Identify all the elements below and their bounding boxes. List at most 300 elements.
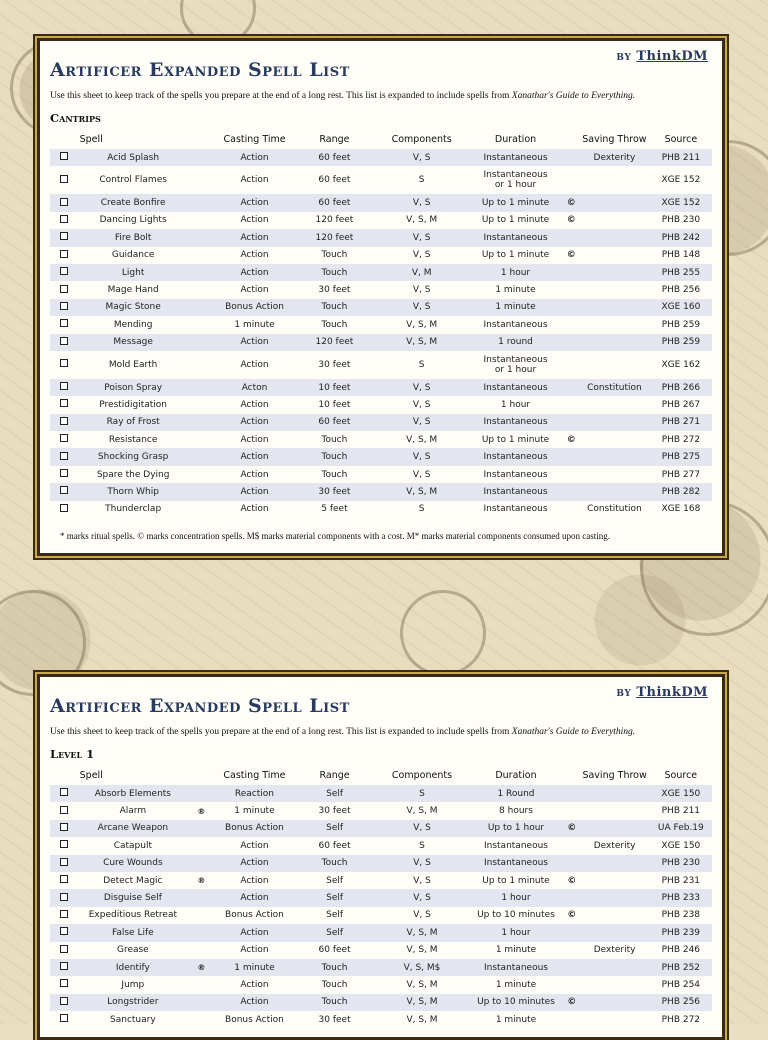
ritual-mark	[187, 924, 216, 941]
header-ritual	[188, 130, 216, 149]
range: Touch	[293, 994, 376, 1011]
concentration-icon	[563, 166, 579, 194]
components: V, S	[376, 299, 468, 316]
prepared-checkbox[interactable]	[60, 417, 68, 425]
components: V, S	[376, 194, 468, 211]
table-row	[50, 820, 712, 837]
ritual-mark	[187, 889, 216, 906]
saving-throw	[580, 872, 650, 889]
casting-time: 1 minute	[234, 806, 275, 817]
concentration-icon: ©	[567, 910, 577, 921]
duration: Up to 10 minutes	[468, 994, 564, 1011]
components: V, S	[376, 149, 468, 166]
page-title: Artificer Expanded Spell List	[50, 695, 350, 717]
spell-table	[50, 130, 712, 518]
checkbox[interactable]	[50, 149, 79, 166]
prepared-checkbox[interactable]	[60, 486, 68, 494]
section-heading: Cantrips	[50, 111, 101, 125]
duration-alt-line: or 1 hour	[494, 364, 537, 375]
prepared-checkbox[interactable]	[60, 198, 68, 206]
ritual-mark	[188, 379, 216, 396]
source: XGE 150	[661, 840, 701, 851]
page-description	[50, 91, 635, 101]
checkbox[interactable]	[50, 872, 79, 889]
spell-name: Magic Stone	[79, 299, 188, 316]
checkbox[interactable]	[50, 281, 79, 298]
saving-throw	[580, 924, 650, 941]
saving-throw	[579, 448, 650, 465]
prepared-checkbox[interactable]	[60, 359, 68, 367]
table-row	[50, 1011, 712, 1028]
duration: 1 hour	[468, 264, 564, 281]
column-header: Casting Time	[223, 134, 286, 145]
table-row	[50, 959, 712, 976]
author-link[interactable]: ThinkDM	[636, 685, 708, 700]
source: PHB 267	[661, 399, 701, 410]
table-row	[50, 166, 712, 194]
ritual-mark	[188, 316, 216, 333]
spell-name: Grease	[116, 945, 149, 956]
range: Touch	[321, 319, 348, 330]
ritual-mark	[188, 264, 216, 281]
checkbox[interactable]	[50, 466, 79, 483]
byline	[616, 685, 708, 700]
source: XGE 152	[661, 175, 701, 186]
prepared-checkbox[interactable]	[60, 910, 68, 918]
prepared-checkbox[interactable]	[60, 997, 68, 1005]
saving-throw	[579, 334, 650, 351]
prepared-checkbox[interactable]	[60, 806, 68, 814]
casting-time: Action	[216, 889, 294, 906]
ritual-mark	[187, 1011, 216, 1028]
saving-throw	[579, 229, 650, 246]
page-description	[50, 727, 635, 737]
components: S	[419, 840, 425, 851]
table-row	[50, 281, 712, 298]
ritual-mark	[188, 351, 216, 379]
source: XGE 162	[661, 359, 701, 370]
ritual-mark	[188, 501, 216, 518]
components: V, S	[376, 820, 468, 837]
saving-throw	[579, 247, 650, 264]
duration: Instantaneous	[468, 379, 564, 396]
prepared-checkbox[interactable]	[60, 840, 68, 848]
range: Touch	[293, 264, 376, 281]
range: 120 feet	[315, 215, 354, 226]
source: PHB 275	[650, 448, 712, 465]
source: XGE 150	[650, 785, 712, 802]
checkbox[interactable]	[50, 501, 79, 518]
components: V, S, M	[376, 924, 468, 941]
prepared-checkbox[interactable]	[60, 399, 68, 407]
spell-name: Detect Magic	[103, 875, 163, 886]
source: PHB 277	[661, 469, 701, 480]
table-row	[50, 149, 712, 166]
prepared-checkbox[interactable]	[60, 285, 68, 293]
prepared-checkbox[interactable]	[60, 452, 68, 460]
checkbox[interactable]	[50, 351, 79, 379]
casting-time: Action	[216, 994, 294, 1011]
concentration-icon	[563, 501, 579, 518]
concentration-icon	[563, 379, 579, 396]
range: Self	[326, 910, 344, 921]
column-header: Components	[391, 134, 452, 145]
components: V, S	[376, 448, 468, 465]
header-checkbox	[50, 766, 79, 785]
spell-name: Thorn Whip	[79, 483, 188, 500]
spell-name: Catapult	[113, 840, 152, 851]
spell-name: Mage Hand	[107, 285, 159, 296]
checkbox[interactable]	[50, 264, 79, 281]
saving-throw	[580, 802, 650, 819]
duration: 1 hour	[500, 399, 531, 410]
saving-throw	[580, 889, 650, 906]
components: V, S, M	[406, 945, 438, 956]
casting-time: Action	[240, 215, 269, 226]
spell-name: Cure Wounds	[79, 855, 187, 872]
concentration-icon	[563, 229, 579, 246]
source: PHB 230	[650, 855, 712, 872]
saving-throw	[580, 907, 650, 924]
duration-alt-line: or 1 hour	[494, 180, 537, 191]
casting-time: Action	[216, 229, 293, 246]
components: V, S	[376, 889, 468, 906]
spell-name: Create Bonfire	[79, 194, 188, 211]
saving-throw	[579, 431, 650, 448]
checkbox[interactable]	[50, 802, 79, 819]
prepared-checkbox[interactable]	[60, 215, 68, 223]
spell-name: Spare the Dying	[96, 469, 170, 480]
column-header: Components	[391, 770, 453, 781]
checkbox[interactable]	[50, 247, 79, 264]
column-header: Spell	[79, 134, 103, 145]
casting-time: Action	[240, 285, 269, 296]
range: Self	[293, 889, 376, 906]
duration: 8 hours	[499, 806, 533, 817]
checkbox[interactable]	[50, 889, 79, 906]
prepared-checkbox[interactable]	[60, 250, 68, 258]
ritual-mark	[188, 431, 216, 448]
checkbox[interactable]	[50, 942, 79, 959]
prepared-checkbox[interactable]	[60, 302, 68, 310]
duration: 1 round	[468, 334, 564, 351]
checkbox[interactable]	[50, 837, 79, 854]
components: V, S, M	[406, 319, 438, 330]
saving-throw	[579, 351, 650, 379]
ritual-mark	[187, 994, 216, 1011]
range: Touch	[321, 469, 348, 480]
components: V, S	[412, 250, 431, 261]
concentration-icon: ©	[567, 875, 577, 886]
source: PHB 230	[661, 215, 701, 226]
duration: Instantaneous	[468, 414, 564, 431]
prepared-checkbox[interactable]	[60, 337, 68, 345]
casting-time: Action	[240, 469, 269, 480]
casting-time: Action	[240, 434, 269, 445]
checkbox[interactable]	[50, 1011, 79, 1028]
casting-time: Bonus Action	[216, 299, 293, 316]
checkbox[interactable]	[50, 431, 79, 448]
table-row	[50, 802, 712, 819]
spell-name: Fire Bolt	[79, 229, 188, 246]
table-row	[50, 379, 712, 396]
components: V, S, M	[376, 994, 468, 1011]
prepared-checkbox[interactable]	[60, 927, 68, 935]
source: UA Feb.19	[650, 820, 712, 837]
range: 60 feet	[318, 175, 351, 186]
spell-sheet-cantrips	[37, 38, 725, 556]
ritual-mark	[188, 212, 216, 229]
prepared-checkbox[interactable]	[60, 979, 68, 987]
spell-name: Message	[79, 334, 188, 351]
description-text: Use this sheet to keep track of the spells you prepare at the end of a long rest. This list is expanded to include spells from	[50, 91, 512, 101]
ritual-mark	[187, 855, 216, 872]
table-row	[50, 194, 712, 211]
checkbox[interactable]	[50, 166, 79, 194]
source: PHB 246	[661, 945, 701, 956]
concentration-icon: ©	[566, 250, 576, 261]
footnote: * marks ritual spells. © marks concentration spells. M$ marks material components with a cost. M* marks material components consumed upon casting.	[60, 531, 610, 541]
range: 30 feet	[318, 285, 351, 296]
casting-time: Acton	[216, 379, 293, 396]
checkbox[interactable]	[50, 316, 79, 333]
casting-time: Action	[240, 504, 269, 515]
concentration-icon	[564, 889, 580, 906]
table-row	[50, 837, 712, 854]
ritual-mark	[187, 907, 216, 924]
header-concentration	[563, 130, 579, 149]
duration: Instantaneous	[468, 959, 564, 976]
duration: 1 minute	[495, 979, 537, 990]
range: 60 feet	[293, 194, 376, 211]
checkbox[interactable]	[50, 194, 79, 211]
source: PHB 238	[661, 910, 701, 921]
range: 60 feet	[293, 414, 376, 431]
components: V, S, M$	[376, 959, 468, 976]
checkbox[interactable]	[50, 379, 79, 396]
prepared-checkbox[interactable]	[60, 319, 68, 327]
range: 30 feet	[318, 1014, 351, 1025]
source: PHB 259	[650, 334, 712, 351]
range: 60 feet	[293, 149, 376, 166]
ritual-mark	[188, 299, 216, 316]
checkbox[interactable]	[50, 448, 79, 465]
duration: 1 hour	[468, 889, 564, 906]
table-row	[50, 976, 712, 993]
table-row	[50, 316, 712, 333]
prepared-checkbox[interactable]	[60, 962, 68, 970]
source: PHB 148	[661, 250, 701, 261]
duration: Up to 10 minutes	[477, 910, 555, 921]
source: PHB 256	[650, 994, 712, 1011]
source: PHB 266	[650, 379, 712, 396]
ritual-mark: ®	[197, 876, 206, 886]
ritual-mark	[188, 281, 216, 298]
saving-throw	[579, 281, 650, 298]
table-row	[50, 501, 712, 518]
table-row	[50, 483, 712, 500]
checkbox[interactable]	[50, 334, 79, 351]
duration: Instantaneous	[483, 840, 548, 851]
table-row	[50, 396, 712, 413]
spell-name: Absorb Elements	[79, 785, 187, 802]
ritual-mark	[188, 194, 216, 211]
ritual-mark	[188, 166, 216, 194]
spell-name: False Life	[79, 924, 187, 941]
components: V, S, M	[376, 483, 468, 500]
components: S	[418, 504, 425, 515]
checkbox[interactable]	[50, 414, 79, 431]
duration: 1 hour	[468, 924, 564, 941]
spell-name: Disguise Self	[79, 889, 187, 906]
spell-name: Acid Splash	[79, 149, 188, 166]
duration: 1 minute	[495, 945, 537, 956]
components: V, S, M	[376, 334, 468, 351]
components: S	[418, 359, 425, 370]
section-heading: Level 1	[50, 747, 95, 761]
spell-name: Identify	[79, 959, 187, 976]
spell-name: Longstrider	[79, 994, 187, 1011]
ritual-mark	[188, 247, 216, 264]
table-row	[50, 907, 712, 924]
prepared-checkbox[interactable]	[60, 175, 68, 183]
saving-throw	[579, 396, 650, 413]
ritual-mark	[188, 396, 216, 413]
range: Self	[293, 785, 376, 802]
duration: Up to 1 hour	[468, 820, 564, 837]
ritual-mark	[188, 483, 216, 500]
prepared-checkbox[interactable]	[60, 1014, 68, 1022]
range: 30 feet	[318, 359, 351, 370]
saving-throw: Dexterity	[593, 840, 636, 851]
checkbox[interactable]	[50, 820, 79, 837]
range: 60 feet	[318, 840, 351, 851]
checkbox[interactable]	[50, 785, 79, 802]
spell-rows	[50, 785, 712, 1028]
concentration-icon	[563, 281, 579, 298]
ritual-mark: ®	[187, 959, 216, 976]
checkbox[interactable]	[50, 299, 79, 316]
prepared-checkbox[interactable]	[60, 469, 68, 477]
checkbox[interactable]	[50, 907, 79, 924]
concentration-icon	[564, 959, 580, 976]
prepared-checkbox[interactable]	[60, 893, 68, 901]
concentration-icon	[563, 351, 579, 379]
components: V, S	[376, 379, 468, 396]
spell-name: Dancing Lights	[99, 215, 167, 226]
prepared-checkbox[interactable]	[60, 788, 68, 796]
prepared-checkbox[interactable]	[60, 382, 68, 390]
duration: Instantaneous	[468, 483, 564, 500]
saving-throw	[579, 414, 650, 431]
spell-name: Alarm	[119, 806, 147, 817]
concentration-icon: ©	[564, 994, 580, 1011]
components: V, S	[413, 875, 431, 886]
concentration-icon	[563, 448, 579, 465]
duration: 1 minute	[495, 285, 536, 296]
duration-line: Instantaneous	[483, 354, 548, 365]
duration: Up to 1 minute	[481, 250, 550, 261]
checkbox[interactable]	[50, 959, 79, 976]
prepared-checkbox[interactable]	[60, 267, 68, 275]
casting-time: Action	[240, 840, 269, 851]
column-header: Duration	[494, 134, 537, 145]
range: Touch	[293, 959, 376, 976]
table-row	[50, 247, 712, 264]
checkbox[interactable]	[50, 229, 79, 246]
source: PHB 211	[650, 149, 712, 166]
saving-throw	[579, 166, 650, 194]
source: PHB 211	[661, 806, 701, 817]
casting-time: Action	[240, 175, 269, 186]
prepared-checkbox[interactable]	[60, 434, 68, 442]
saving-throw	[580, 994, 650, 1011]
saving-throw	[579, 212, 650, 229]
checkbox[interactable]	[50, 483, 79, 500]
source: PHB 254	[661, 979, 701, 990]
checkbox[interactable]	[50, 212, 79, 229]
duration: Up to 1 minute	[481, 434, 550, 445]
duration: Up to 1 minute	[468, 194, 564, 211]
duration	[468, 351, 564, 379]
source: PHB 256	[661, 285, 701, 296]
concentration-icon	[563, 396, 579, 413]
range: Touch	[321, 434, 348, 445]
checkbox[interactable]	[50, 855, 79, 872]
column-header: Casting Time	[223, 770, 286, 781]
description-book: Xanathar's Guide to Everything.	[511, 91, 636, 101]
prepared-checkbox[interactable]	[60, 232, 68, 240]
source: PHB 233	[650, 889, 712, 906]
checkbox[interactable]	[50, 396, 79, 413]
components: V, S	[376, 414, 468, 431]
casting-time: Action	[240, 359, 269, 370]
checkbox[interactable]	[50, 924, 79, 941]
duration	[468, 166, 564, 194]
concentration-icon	[563, 483, 579, 500]
prepared-checkbox[interactable]	[60, 152, 68, 160]
header-concentration	[564, 766, 580, 785]
saving-throw	[579, 483, 650, 500]
ritual-mark	[188, 149, 216, 166]
table-row	[50, 448, 712, 465]
column-header: Source	[664, 134, 698, 145]
source: PHB 272	[661, 434, 701, 445]
checkbox[interactable]	[50, 976, 79, 993]
spell-name: Mold Earth	[108, 359, 158, 370]
range: Self	[293, 924, 376, 941]
ritual-mark	[188, 229, 216, 246]
prepared-checkbox[interactable]	[60, 945, 68, 953]
range: 120 feet	[293, 334, 376, 351]
concentration-icon	[563, 414, 579, 431]
range: 120 feet	[293, 229, 376, 246]
prepared-checkbox[interactable]	[60, 823, 68, 831]
source: PHB 231	[661, 875, 701, 886]
concentration-icon	[564, 1011, 580, 1028]
prepared-checkbox[interactable]	[60, 875, 68, 883]
table-row	[50, 942, 712, 959]
checkbox[interactable]	[50, 994, 79, 1011]
casting-time: Action	[216, 194, 293, 211]
table-row	[50, 299, 712, 316]
prepared-checkbox[interactable]	[60, 858, 68, 866]
author-link[interactable]: ThinkDM	[636, 49, 708, 64]
prepared-checkbox[interactable]	[60, 504, 68, 512]
spell-sheet-level-1	[37, 674, 725, 1040]
table-header-row	[50, 130, 712, 149]
source: PHB 239	[650, 924, 712, 941]
